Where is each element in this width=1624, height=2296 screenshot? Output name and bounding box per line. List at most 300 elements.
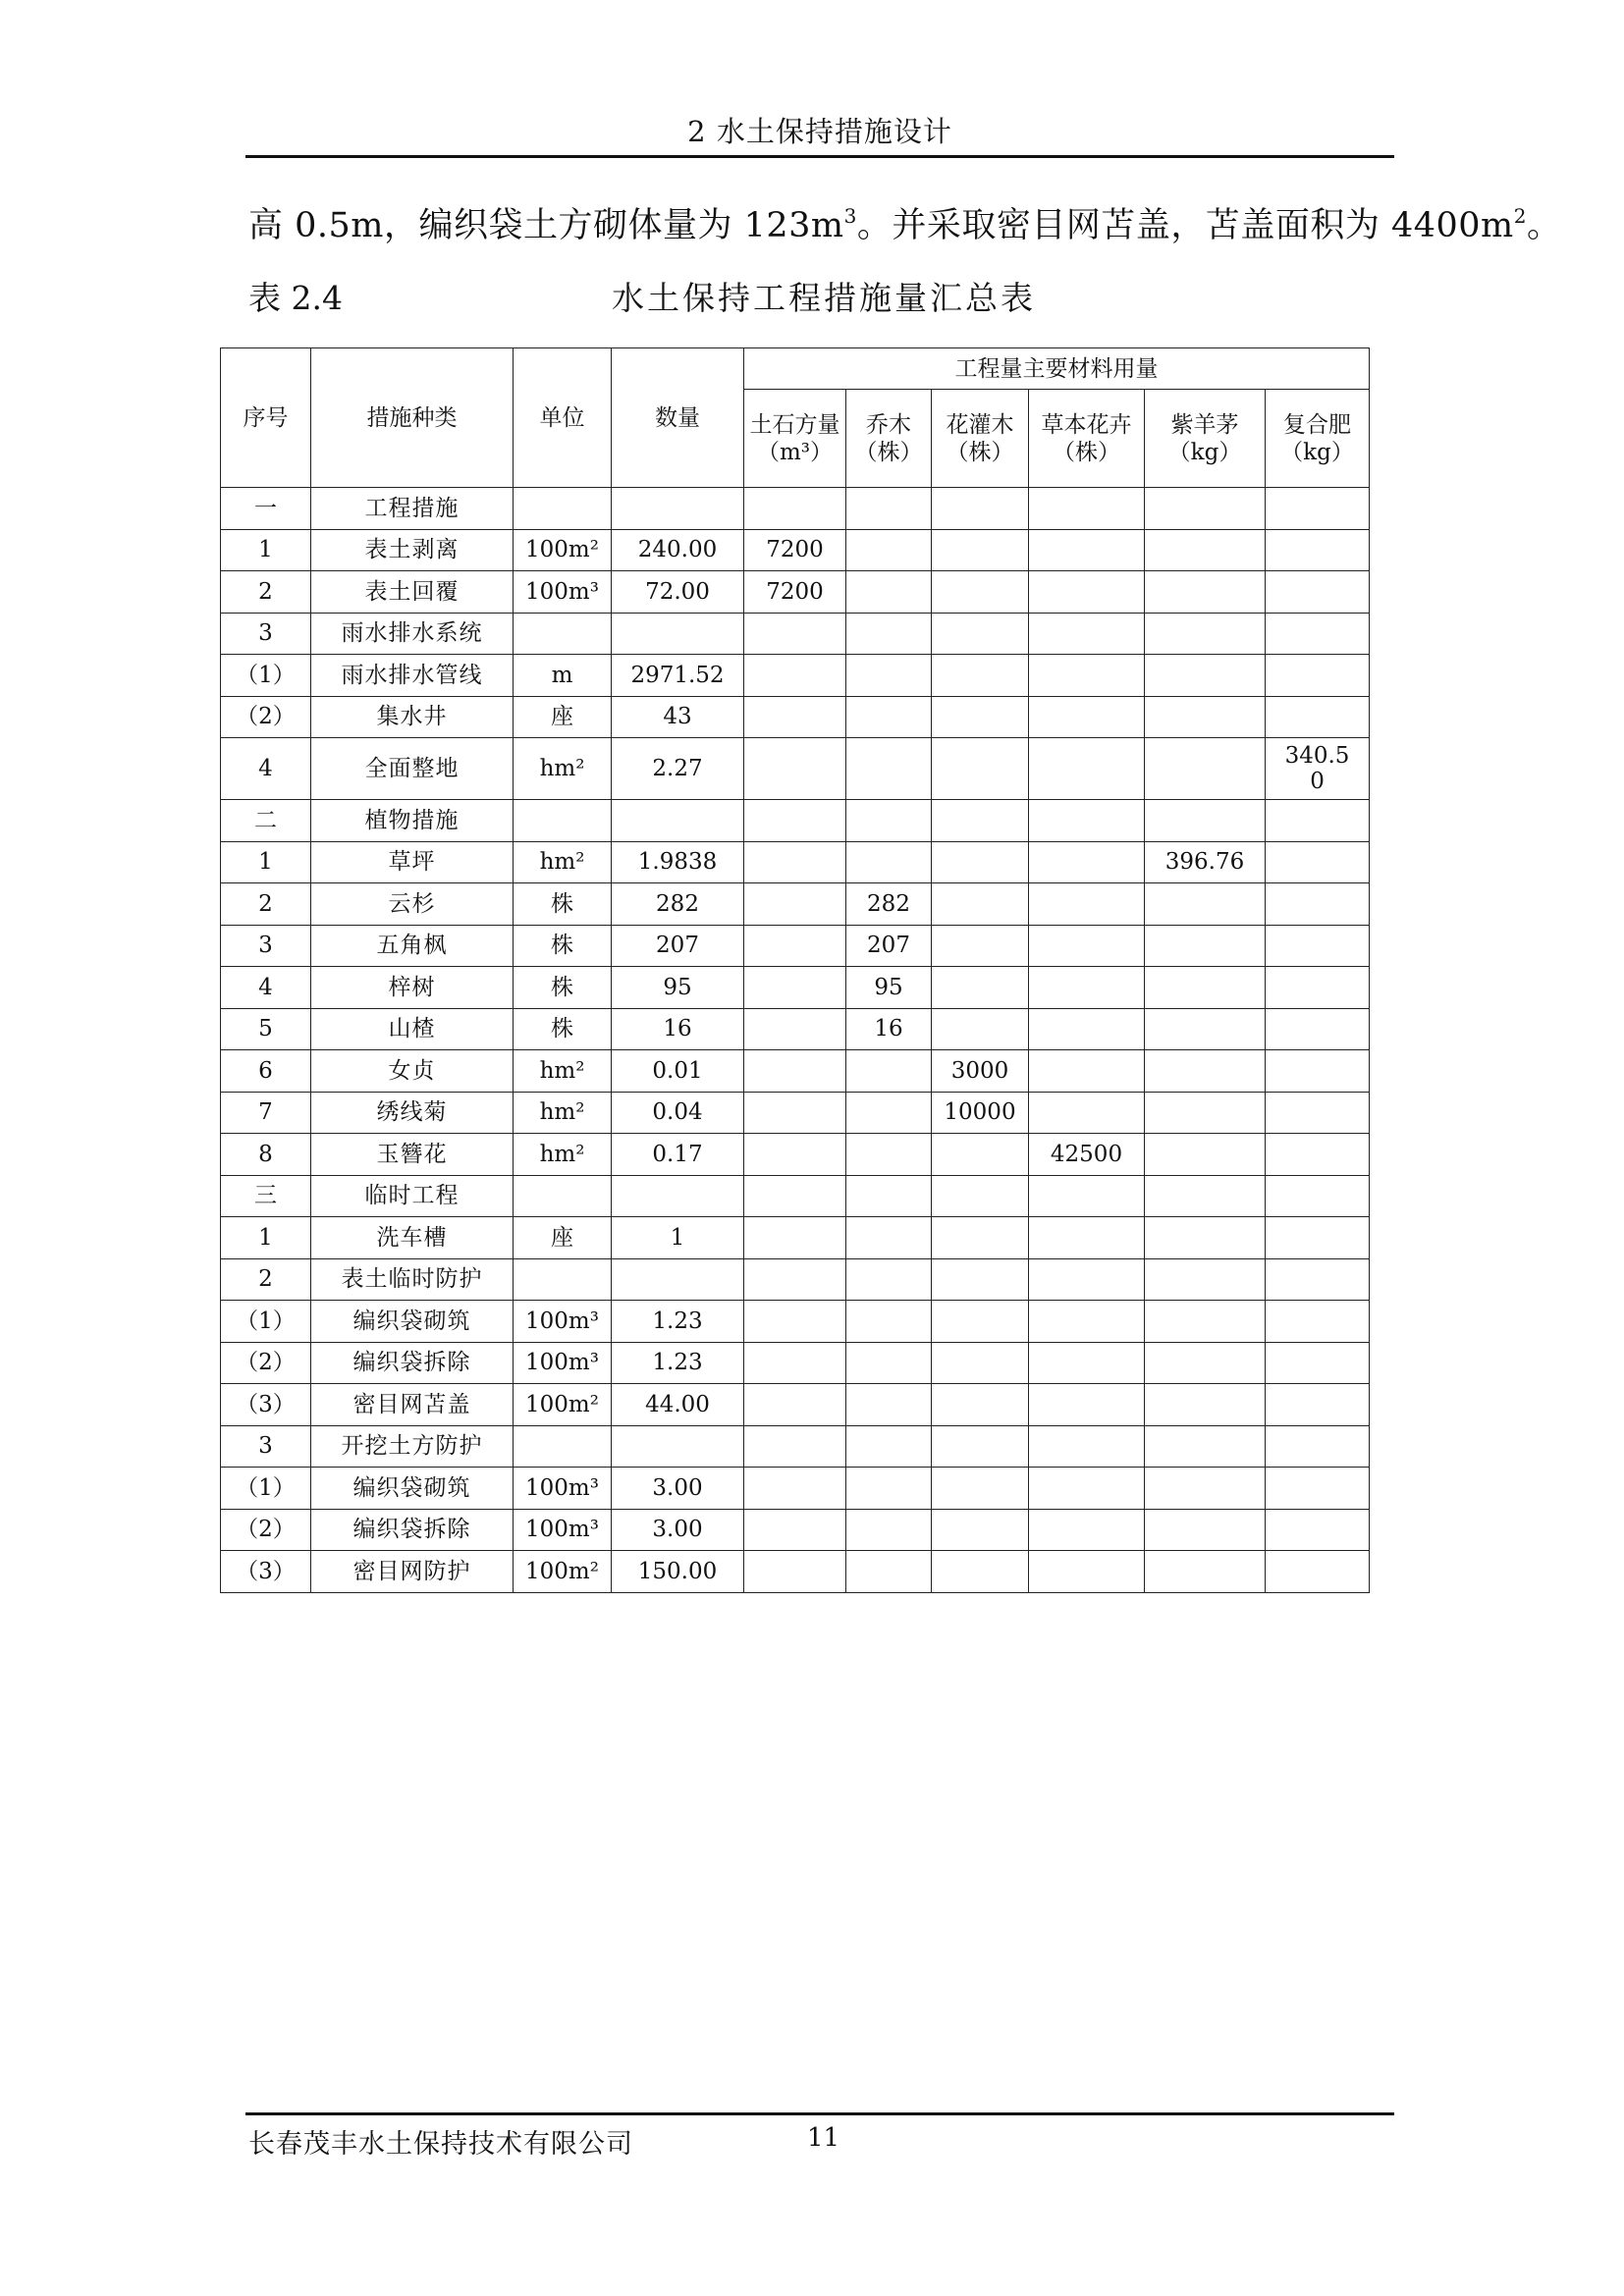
cell-quantity: 150.00: [612, 1551, 744, 1593]
cell-shrubs: [932, 1301, 1029, 1343]
cell-compound-fertilizer: [1266, 1509, 1370, 1551]
cell-quantity: 44.00: [612, 1384, 744, 1426]
paragraph-superscript-2: 2: [1513, 204, 1527, 228]
cell-seq: 5: [221, 1008, 311, 1050]
cell-fescue: [1145, 613, 1266, 655]
cell-shrubs: [932, 529, 1029, 571]
cell-herbaceous-flowers: [1029, 655, 1145, 697]
cell-shrubs: [932, 488, 1029, 530]
table-row: [221, 571, 1370, 614]
cell-shrubs: [932, 696, 1029, 738]
cell-type: 编织袋拆除: [311, 1342, 514, 1384]
paragraph-superscript-1: 3: [843, 204, 857, 228]
cell-herbaceous-flowers: [1029, 1175, 1145, 1217]
cell-quantity: 0.01: [612, 1050, 744, 1093]
table-row: [221, 1175, 1370, 1217]
cell-herbaceous-flowers: [1029, 1008, 1145, 1050]
cell-type: 表土剥离: [311, 529, 514, 571]
cell-fescue: [1145, 883, 1266, 926]
cell-compound-fertilizer: [1266, 1050, 1370, 1093]
cell-unit: [514, 613, 612, 655]
cell-earthwork: [744, 1258, 846, 1301]
cell-earthwork: [744, 488, 846, 530]
cell-seq: 2: [221, 571, 311, 614]
cell-trees: [846, 1134, 932, 1176]
cell-type: 梓树: [311, 967, 514, 1009]
cell-fescue: [1145, 655, 1266, 697]
table-row: [221, 1050, 1370, 1093]
cell-seq: 1: [221, 529, 311, 571]
cell-earthwork: 7200: [744, 529, 846, 571]
summary-table: [220, 347, 1370, 1593]
cell-herbaceous-flowers: [1029, 1092, 1145, 1134]
cell-compound-fertilizer: [1266, 613, 1370, 655]
cell-trees: [846, 1468, 932, 1510]
cell-trees: [846, 571, 932, 614]
cell-quantity: [612, 1175, 744, 1217]
cell-type: 植物措施: [311, 800, 514, 842]
paragraph-text-1: 高 0.5m，编织袋土方砌体量为 123m: [248, 206, 844, 245]
cell-herbaceous-flowers: 42500: [1029, 1134, 1145, 1176]
table-row: [221, 1217, 1370, 1259]
cell-trees: [846, 1425, 932, 1468]
cell-quantity: 16: [612, 1008, 744, 1050]
cell-earthwork: [744, 800, 846, 842]
cell-quantity: 0.17: [612, 1134, 744, 1176]
cell-fescue: [1145, 925, 1266, 967]
cell-fescue: 396.76: [1145, 841, 1266, 883]
cell-herbaceous-flowers: [1029, 1258, 1145, 1301]
cell-earthwork: [744, 1425, 846, 1468]
cell-trees: [846, 800, 932, 842]
cell-compound-fertilizer: [1266, 529, 1370, 571]
cell-quantity: 2971.52: [612, 655, 744, 697]
cell-shrubs: 3000: [932, 1050, 1029, 1093]
header-quantity: 数量: [612, 348, 744, 488]
cell-quantity: 207: [612, 925, 744, 967]
cell-type: 集水井: [311, 696, 514, 738]
cell-type: 女贞: [311, 1050, 514, 1093]
cell-fescue: [1145, 800, 1266, 842]
cell-seq: 4: [221, 967, 311, 1009]
cell-unit: 株: [514, 967, 612, 1009]
cell-quantity: [612, 800, 744, 842]
cell-trees: [846, 1217, 932, 1259]
cell-trees: [846, 1551, 932, 1593]
cell-herbaceous-flowers: [1029, 738, 1145, 800]
cell-type: 临时工程: [311, 1175, 514, 1217]
cell-herbaceous-flowers: [1029, 613, 1145, 655]
cell-type: 山楂: [311, 1008, 514, 1050]
cell-quantity: 0.04: [612, 1092, 744, 1134]
header-rule: [245, 155, 1394, 158]
cell-fescue: [1145, 1425, 1266, 1468]
footer-rule: [245, 2112, 1394, 2115]
table-row: [221, 1468, 1370, 1510]
cell-compound-fertilizer: [1266, 1551, 1370, 1593]
cell-unit: 座: [514, 696, 612, 738]
cell-compound-fertilizer: [1266, 1425, 1370, 1468]
header-trees: 乔木（株）: [846, 390, 932, 488]
cell-earthwork: 7200: [744, 571, 846, 614]
cell-earthwork: [744, 1134, 846, 1176]
cell-unit: m: [514, 655, 612, 697]
header-type: 措施种类: [311, 348, 514, 488]
cell-shrubs: [932, 655, 1029, 697]
cell-fescue: [1145, 1050, 1266, 1093]
cell-trees: [846, 655, 932, 697]
cell-earthwork: [744, 1342, 846, 1384]
cell-shrubs: [932, 967, 1029, 1009]
cell-unit: 座: [514, 1217, 612, 1259]
cell-earthwork: [744, 1509, 846, 1551]
table-row: [221, 1301, 1370, 1343]
cell-compound-fertilizer: [1266, 488, 1370, 530]
table-title: 水土保持工程措施量汇总表: [612, 279, 1036, 317]
table-row: [221, 1384, 1370, 1426]
cell-fescue: [1145, 1509, 1266, 1551]
cell-unit: hm²: [514, 841, 612, 883]
cell-fescue: [1145, 1342, 1266, 1384]
header-fescue: 紫羊茅（kg）: [1145, 390, 1266, 488]
cell-trees: [846, 1175, 932, 1217]
cell-herbaceous-flowers: [1029, 1384, 1145, 1426]
cell-quantity: 2.27: [612, 738, 744, 800]
cell-quantity: 3.00: [612, 1509, 744, 1551]
cell-seq: 7: [221, 1092, 311, 1134]
cell-seq: 2: [221, 1258, 311, 1301]
cell-trees: [846, 1050, 932, 1093]
table-number: 表 2.4: [248, 279, 343, 317]
cell-compound-fertilizer: [1266, 1134, 1370, 1176]
cell-fescue: [1145, 1134, 1266, 1176]
cell-herbaceous-flowers: [1029, 1425, 1145, 1468]
running-header: 2 水土保持措施设计: [687, 115, 952, 148]
cell-earthwork: [744, 1551, 846, 1593]
cell-compound-fertilizer: [1266, 655, 1370, 697]
cell-quantity: 43: [612, 696, 744, 738]
cell-trees: 207: [846, 925, 932, 967]
cell-earthwork: [744, 1217, 846, 1259]
cell-unit: 100m³: [514, 1468, 612, 1510]
table-row: [221, 967, 1370, 1009]
cell-shrubs: 10000: [932, 1092, 1029, 1134]
cell-type: 表土临时防护: [311, 1258, 514, 1301]
cell-shrubs: [932, 1342, 1029, 1384]
cell-trees: [846, 738, 932, 800]
cell-seq: （3）: [221, 1384, 311, 1426]
cell-seq: 二: [221, 800, 311, 842]
cell-unit: hm²: [514, 1092, 612, 1134]
footer-company: 长春茂丰水土保持技术有限公司: [248, 2129, 633, 2160]
cell-herbaceous-flowers: [1029, 1217, 1145, 1259]
cell-fescue: [1145, 1175, 1266, 1217]
table-row: [221, 800, 1370, 842]
cell-shrubs: [932, 1258, 1029, 1301]
cell-unit: 株: [514, 925, 612, 967]
cell-herbaceous-flowers: [1029, 1468, 1145, 1510]
cell-earthwork: [744, 883, 846, 926]
cell-earthwork: [744, 1384, 846, 1426]
cell-quantity: 282: [612, 883, 744, 926]
cell-seq: 4: [221, 738, 311, 800]
cell-herbaceous-flowers: [1029, 883, 1145, 926]
cell-trees: [846, 1258, 932, 1301]
cell-type: 云杉: [311, 883, 514, 926]
cell-fescue: [1145, 529, 1266, 571]
table-row: [221, 1425, 1370, 1468]
cell-herbaceous-flowers: [1029, 841, 1145, 883]
table-row: [221, 1092, 1370, 1134]
table-row: [221, 883, 1370, 926]
cell-herbaceous-flowers: [1029, 967, 1145, 1009]
cell-unit: hm²: [514, 1050, 612, 1093]
cell-fescue: [1145, 738, 1266, 800]
cell-fescue: [1145, 488, 1266, 530]
cell-unit: [514, 1258, 612, 1301]
cell-shrubs: [932, 1008, 1029, 1050]
header-earthwork: 土石方量（m³）: [744, 390, 846, 488]
page-number: 11: [807, 2123, 840, 2153]
cell-unit: 株: [514, 1008, 612, 1050]
cell-compound-fertilizer: [1266, 1468, 1370, 1510]
table-row: [221, 1509, 1370, 1551]
cell-type: 雨水排水管线: [311, 655, 514, 697]
cell-unit: hm²: [514, 1134, 612, 1176]
cell-trees: [846, 1301, 932, 1343]
cell-type: 全面整地: [311, 738, 514, 800]
cell-earthwork: [744, 1050, 846, 1093]
cell-fescue: [1145, 1384, 1266, 1426]
cell-compound-fertilizer: [1266, 841, 1370, 883]
cell-compound-fertilizer: [1266, 1301, 1370, 1343]
cell-quantity: 1.9838: [612, 841, 744, 883]
table-row: [221, 1134, 1370, 1176]
table-row: [221, 1342, 1370, 1384]
cell-seq: （1）: [221, 655, 311, 697]
cell-quantity: 1.23: [612, 1342, 744, 1384]
cell-trees: [846, 488, 932, 530]
cell-compound-fertilizer: [1266, 967, 1370, 1009]
cell-quantity: [612, 613, 744, 655]
cell-type: 表土回覆: [311, 571, 514, 614]
cell-herbaceous-flowers: [1029, 925, 1145, 967]
cell-herbaceous-flowers: [1029, 800, 1145, 842]
cell-compound-fertilizer: [1266, 1092, 1370, 1134]
cell-unit: hm²: [514, 738, 612, 800]
cell-trees: 16: [846, 1008, 932, 1050]
cell-quantity: 3.00: [612, 1468, 744, 1510]
cell-shrubs: [932, 841, 1029, 883]
cell-shrubs: [932, 1384, 1029, 1426]
cell-earthwork: [744, 1468, 846, 1510]
cell-quantity: [612, 1258, 744, 1301]
cell-seq: 3: [221, 613, 311, 655]
cell-compound-fertilizer: [1266, 571, 1370, 614]
cell-compound-fertilizer: 340.50: [1266, 738, 1370, 800]
table-row: [221, 696, 1370, 738]
cell-shrubs: [932, 1217, 1029, 1259]
cell-type: 绣线菊: [311, 1092, 514, 1134]
cell-seq: 2: [221, 883, 311, 926]
cell-quantity: [612, 488, 744, 530]
cell-herbaceous-flowers: [1029, 1509, 1145, 1551]
cell-earthwork: [744, 841, 846, 883]
cell-type: 工程措施: [311, 488, 514, 530]
cell-type: 密目网防护: [311, 1551, 514, 1593]
cell-type: 密目网苫盖: [311, 1384, 514, 1426]
cell-herbaceous-flowers: [1029, 696, 1145, 738]
cell-quantity: 240.00: [612, 529, 744, 571]
table-row: [221, 1258, 1370, 1301]
cell-earthwork: [744, 967, 846, 1009]
cell-herbaceous-flowers: [1029, 488, 1145, 530]
cell-quantity: 1: [612, 1217, 744, 1259]
cell-unit: 株: [514, 883, 612, 926]
cell-herbaceous-flowers: [1029, 1342, 1145, 1384]
cell-seq: 1: [221, 841, 311, 883]
cell-seq: 3: [221, 1425, 311, 1468]
cell-unit: [514, 1175, 612, 1217]
cell-seq: （3）: [221, 1551, 311, 1593]
cell-shrubs: [932, 571, 1029, 614]
cell-earthwork: [744, 738, 846, 800]
cell-unit: 100m³: [514, 571, 612, 614]
cell-trees: [846, 613, 932, 655]
cell-trees: [846, 1092, 932, 1134]
cell-seq: 一: [221, 488, 311, 530]
cell-herbaceous-flowers: [1029, 571, 1145, 614]
cell-compound-fertilizer: [1266, 1175, 1370, 1217]
cell-seq: （1）: [221, 1301, 311, 1343]
cell-seq: （2）: [221, 696, 311, 738]
cell-quantity: 95: [612, 967, 744, 1009]
cell-shrubs: [932, 1134, 1029, 1176]
cell-type: 开挖土方防护: [311, 1425, 514, 1468]
cell-shrubs: [932, 613, 1029, 655]
cell-unit: 100m³: [514, 1509, 612, 1551]
cell-seq: （2）: [221, 1342, 311, 1384]
cell-compound-fertilizer: [1266, 1258, 1370, 1301]
cell-herbaceous-flowers: [1029, 529, 1145, 571]
table-row: [221, 841, 1370, 883]
cell-type: 五角枫: [311, 925, 514, 967]
table-row: [221, 613, 1370, 655]
paragraph-text-2: 。并采取密目网苫盖，苫盖面积为 4400m: [856, 206, 1514, 245]
cell-fescue: [1145, 571, 1266, 614]
cell-type: 草坪: [311, 841, 514, 883]
table-row: [221, 1008, 1370, 1050]
cell-trees: [846, 529, 932, 571]
cell-quantity: 1.23: [612, 1301, 744, 1343]
cell-earthwork: [744, 1175, 846, 1217]
cell-fescue: [1145, 696, 1266, 738]
cell-type: 雨水排水系统: [311, 613, 514, 655]
cell-trees: [846, 1342, 932, 1384]
cell-shrubs: [932, 925, 1029, 967]
cell-quantity: [612, 1425, 744, 1468]
cell-fescue: [1145, 967, 1266, 1009]
cell-fescue: [1145, 1468, 1266, 1510]
table-row: [221, 655, 1370, 697]
cell-fescue: [1145, 1217, 1266, 1259]
cell-trees: [846, 1509, 932, 1551]
cell-fescue: [1145, 1301, 1266, 1343]
cell-shrubs: [932, 738, 1029, 800]
cell-shrubs: [932, 1468, 1029, 1510]
table-row: [221, 529, 1370, 571]
cell-compound-fertilizer: [1266, 1008, 1370, 1050]
header-compound-fertilizer: 复合肥（kg）: [1266, 390, 1370, 488]
cell-type: 编织袋拆除: [311, 1509, 514, 1551]
cell-type: 玉簪花: [311, 1134, 514, 1176]
cell-compound-fertilizer: [1266, 883, 1370, 926]
paragraph-text-3: 。: [1526, 206, 1562, 245]
cell-compound-fertilizer: [1266, 696, 1370, 738]
cell-unit: 100m²: [514, 529, 612, 571]
cell-type: 编织袋砌筑: [311, 1301, 514, 1343]
cell-trees: [846, 696, 932, 738]
cell-shrubs: [932, 883, 1029, 926]
table-row: [221, 738, 1370, 800]
cell-unit: [514, 1425, 612, 1468]
cell-unit: 100m²: [514, 1384, 612, 1426]
header-seq: 序号: [221, 348, 311, 488]
table-row: [221, 1551, 1370, 1593]
cell-quantity: 72.00: [612, 571, 744, 614]
cell-seq: 三: [221, 1175, 311, 1217]
cell-unit: 100m³: [514, 1301, 612, 1343]
cell-compound-fertilizer: [1266, 1217, 1370, 1259]
cell-shrubs: [932, 1175, 1029, 1217]
cell-compound-fertilizer: [1266, 1384, 1370, 1426]
cell-shrubs: [932, 1551, 1029, 1593]
header-shrubs: 花灌木（株）: [932, 390, 1029, 488]
cell-seq: 3: [221, 925, 311, 967]
header-unit: 单位: [514, 348, 612, 488]
cell-earthwork: [744, 925, 846, 967]
cell-shrubs: [932, 1509, 1029, 1551]
cell-earthwork: [744, 1092, 846, 1134]
cell-earthwork: [744, 1008, 846, 1050]
cell-seq: 8: [221, 1134, 311, 1176]
cell-trees: [846, 1384, 932, 1426]
cell-compound-fertilizer: [1266, 800, 1370, 842]
cell-fescue: [1145, 1551, 1266, 1593]
cell-seq: 1: [221, 1217, 311, 1259]
cell-type: 洗车槽: [311, 1217, 514, 1259]
cell-fescue: [1145, 1008, 1266, 1050]
table-row: [221, 488, 1370, 530]
header-materials: 工程量主要材料用量: [744, 348, 1370, 390]
cell-trees: 282: [846, 883, 932, 926]
body-paragraph: [248, 198, 1562, 247]
cell-compound-fertilizer: [1266, 925, 1370, 967]
cell-compound-fertilizer: [1266, 1342, 1370, 1384]
cell-trees: [846, 841, 932, 883]
cell-seq: （1）: [221, 1468, 311, 1510]
cell-herbaceous-flowers: [1029, 1301, 1145, 1343]
cell-shrubs: [932, 1425, 1029, 1468]
cell-earthwork: [744, 613, 846, 655]
cell-unit: 100m²: [514, 1551, 612, 1593]
cell-seq: （2）: [221, 1509, 311, 1551]
header-herbaceous-flowers: 草本花卉（株）: [1029, 390, 1145, 488]
cell-earthwork: [744, 1301, 846, 1343]
cell-fescue: [1145, 1092, 1266, 1134]
cell-earthwork: [744, 696, 846, 738]
cell-unit: 100m³: [514, 1342, 612, 1384]
